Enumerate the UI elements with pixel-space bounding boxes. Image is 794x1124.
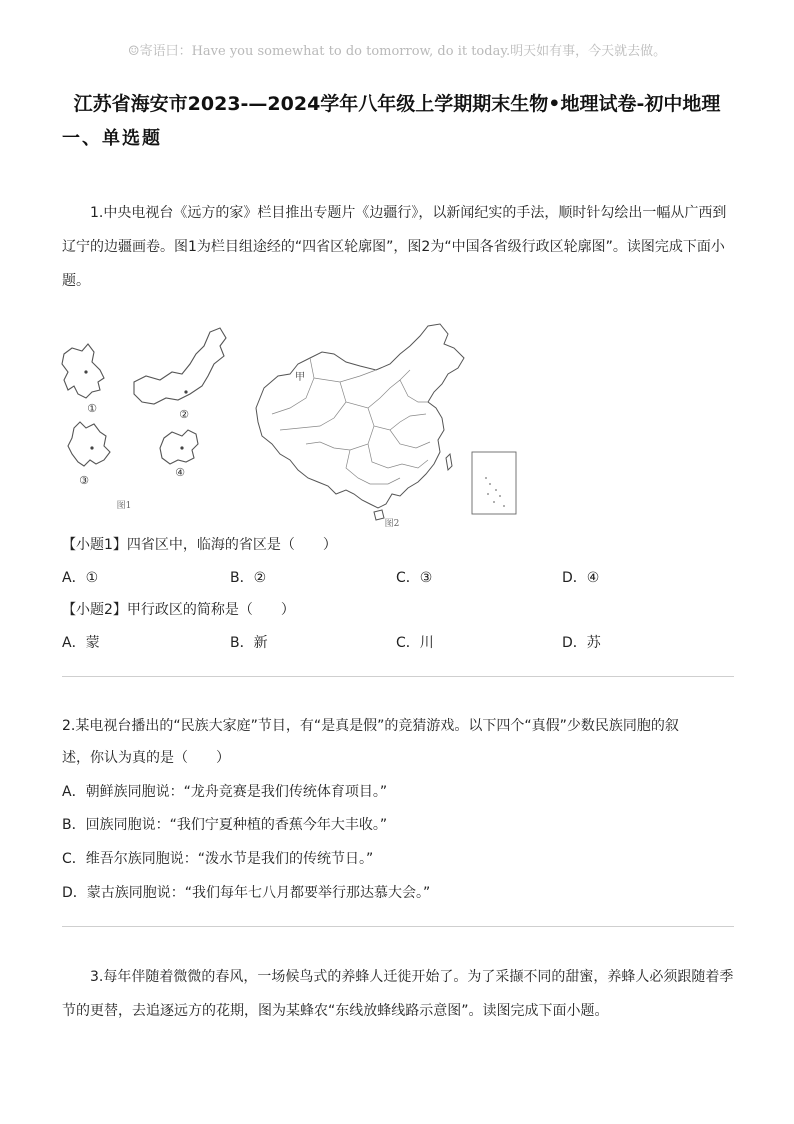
section-heading: 一、单选题 — [62, 128, 162, 149]
q1-1-option-c[interactable]: C．③ — [396, 570, 433, 586]
fig2-label-jia: 甲 — [295, 372, 305, 383]
q2-option-b[interactable]: B．回族同胞说：“我们宁夏种植的香蕉今年大丰收。” — [62, 817, 388, 833]
q1-1-option-d[interactable]: D．④ — [562, 570, 600, 586]
question-2-stem-line-2: 述，你认为真的是（ ） — [62, 750, 230, 766]
fig1-label-2: ② — [179, 408, 189, 421]
q2-option-d[interactable]: D．蒙古族同胞说：“我们每年七八月都要举行那达慕大会。” — [62, 885, 431, 901]
q1-2-option-a[interactable]: A．蒙 — [62, 635, 100, 651]
south-china-sea-inset — [472, 452, 516, 514]
question-2-stem-line-1: 2.某电视台播出的“民族大家庭”节目，有“是真是假”的竞猜游戏。以下四个“真假”少数民族同胞的叙 — [62, 718, 679, 734]
figure-2-caption: 图2 — [384, 519, 400, 529]
q2-option-a[interactable]: A．朝鲜族同胞说：“龙舟竞赛是我们传统体育项目。” — [62, 784, 388, 800]
q1-2-option-c[interactable]: C．川 — [396, 635, 434, 651]
hainan-island — [374, 510, 384, 520]
outline-1-heilongjiang — [62, 344, 104, 398]
divider-1 — [62, 676, 734, 677]
header-motto: ☺寄语曰：Have you somewhat to do tomorrow, do it today.明天如有事，今天就去做。 — [127, 44, 667, 59]
outline-3-yunnan — [68, 422, 110, 466]
document-title: 江苏省海安市2023-—2024学年八年级上学期期末生物•地理试卷-初中地理 — [73, 93, 721, 115]
figure-1-province-outlines — [58, 324, 238, 514]
figure-2-drawing — [250, 318, 522, 530]
figure-2-china-map — [250, 318, 522, 530]
q1-1-option-a[interactable]: A．① — [62, 570, 99, 586]
fig1-label-4: ④ — [175, 466, 185, 479]
sub-question-1: 【小题1】四省区中，临海的省区是（ ） — [62, 537, 337, 553]
q1-1-option-b[interactable]: B．② — [230, 570, 267, 586]
figure-1-drawing — [58, 324, 238, 514]
fig1-label-1: ① — [87, 402, 97, 415]
fig1-label-3: ③ — [79, 474, 89, 487]
taiwan-island — [446, 454, 452, 470]
question-1-stem: 1.中央电视台《远方的家》栏目推出专题片《边疆行》，以新闻纪实的手法，顺时针勾绘出一幅从广西到辽宁的边疆画卷。图1为栏目组途经的“四省区轮廓图”，图2为“中国各省级行政区轮廓图”。读图完成下面小题。 — [62, 205, 727, 289]
q2-option-c[interactable]: C．维吾尔族同胞说：“泼水节是我们的传统节日。” — [62, 851, 374, 867]
divider-2 — [62, 926, 734, 927]
china-outline — [256, 324, 464, 508]
q1-2-option-d[interactable]: D．苏 — [562, 635, 601, 651]
outline-2-inner-mongolia — [134, 328, 226, 404]
q1-2-option-b[interactable]: B．新 — [230, 635, 268, 651]
question-3-stem: 3.每年伴随着微微的春风，一场候鸟式的养蜂人迁徙开始了。为了采撷不同的甜蜜，养蜂人必须跟随着季节的更替，去追逐远方的花期，图为某蜂农“东线放蜂线路示意图”。读图完成下面小题。 — [62, 969, 734, 1019]
figure-1-caption: 图1 — [116, 501, 132, 511]
sub-question-2: 【小题2】甲行政区的简称是（ ） — [62, 602, 295, 618]
outline-4-guangxi — [160, 430, 198, 464]
